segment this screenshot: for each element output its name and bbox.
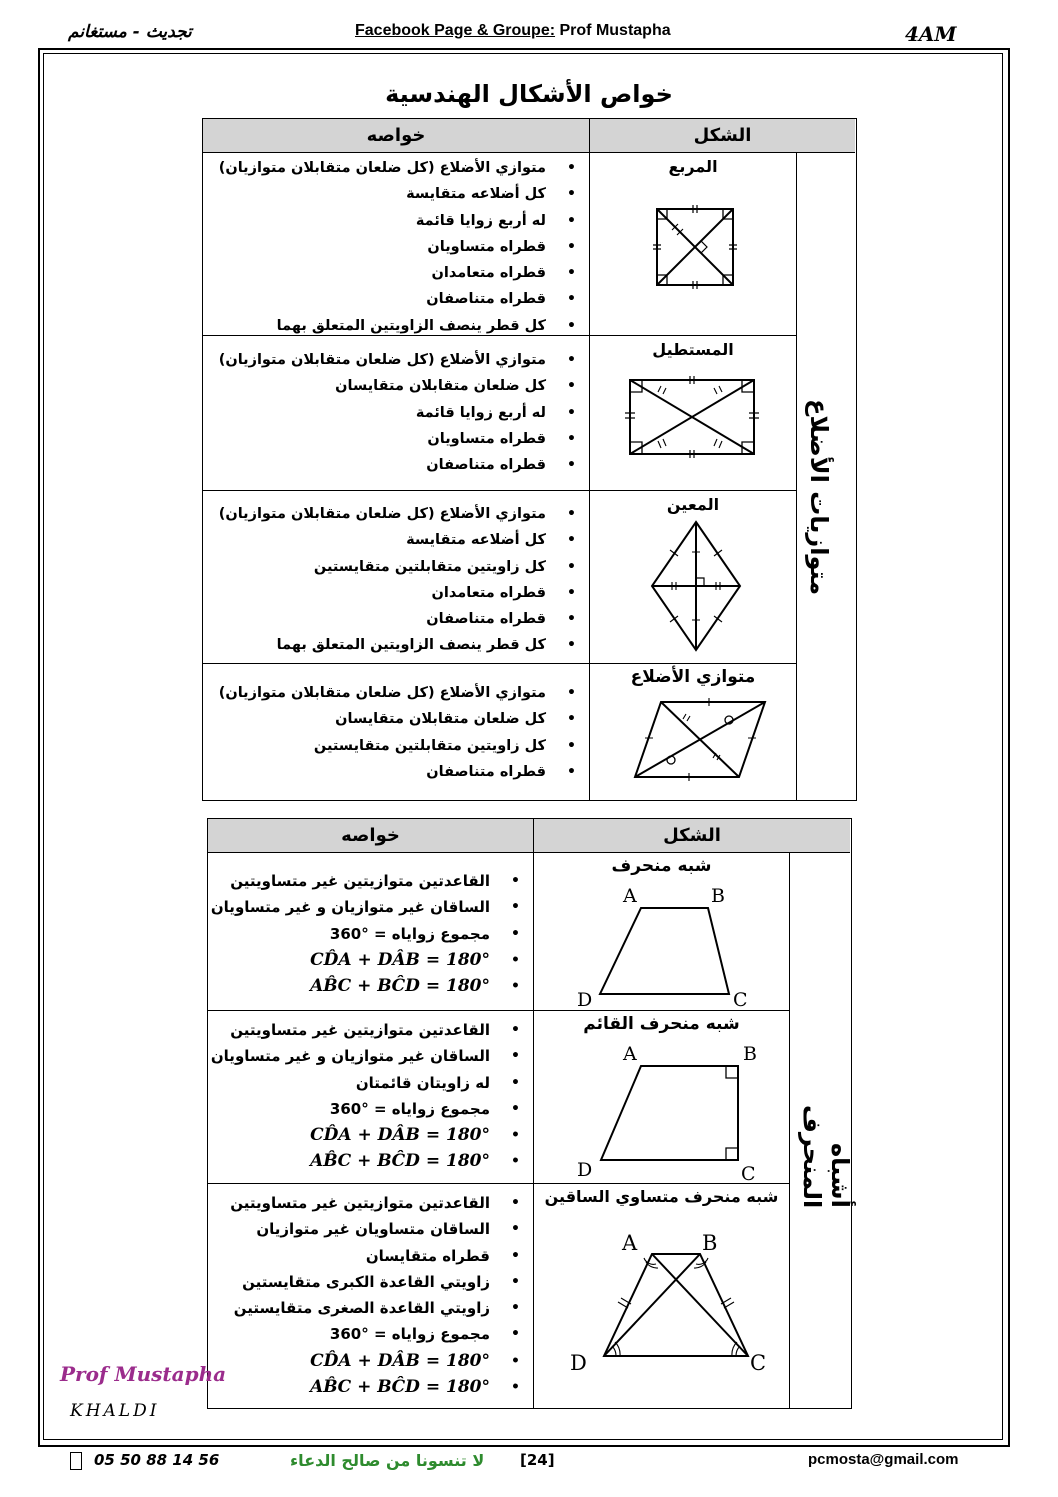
list-item: • مجموع زواياه = °360: [211, 1096, 490, 1122]
list-item: • له أربع زوايا قائمة: [219, 208, 546, 234]
isosceles-trapezoid-properties-list: [230, 1190, 490, 1400]
list-item: • القاعدتين متوازيتين غير متساويتين: [211, 1017, 490, 1043]
shape-name-rhombus: المعين: [666, 495, 720, 514]
rectangle-properties-list: [219, 347, 546, 478]
vertex-label-b: B: [743, 1043, 757, 1065]
list-item: • الساقان غير متوازيان و غير متساويان: [211, 894, 490, 920]
shape-name-parallelogram: متوازي الأضلاع: [630, 667, 756, 687]
list-item: • القاعدتين متوازيتين غير متساويتين: [230, 1190, 490, 1216]
signature-name: Prof Mustapha: [60, 1362, 227, 1386]
page-title: خواص الأشكال الهندسية: [385, 80, 673, 108]
footer-email: pcmosta@gmail.com: [808, 1451, 959, 1468]
list-item: • قطراه متساويان: [219, 234, 546, 260]
list-item: • مجموع زواياه = °360: [211, 921, 490, 947]
phone-icon: [70, 1452, 82, 1470]
footer-phone: 05 50 88 14 56: [94, 1451, 220, 1469]
list-item: • كل قطر ينصف الزاويتين المتعلق بهما: [219, 632, 546, 658]
list-item: • AB̂C + BĈD = 180°: [211, 973, 490, 999]
list-item: • قطراه متناصفان: [219, 286, 546, 312]
shape-name-trapezoid: شبه منحرف: [611, 856, 712, 876]
list-item: • متوازي الأضلاع (كل ضلعان متقابلان متوازيان): [219, 155, 546, 181]
list-item: • قطراه متناصفان: [219, 606, 546, 632]
vertex-label-a: A: [623, 1043, 637, 1065]
table1-group-label: متوازيات الأضلاع: [805, 398, 833, 595]
rectangle-figure: [628, 378, 756, 456]
list-item: • كل زاويتين متقابلتين متقايستين: [219, 554, 546, 580]
parallelogram-properties-list: [219, 680, 546, 785]
vertex-label-c: C: [741, 1163, 756, 1185]
list-item: • زاويتي القاعدة الكبرى متقايستين: [230, 1269, 490, 1295]
table2-header-props: خواصه: [208, 819, 533, 853]
vertex-label-d: D: [577, 989, 593, 1011]
signature-surname: KHALDI: [70, 1401, 160, 1421]
footer-dua: لا تنسونا من صالح الدعاء: [290, 1451, 485, 1470]
shape-name-square: المربع: [668, 157, 718, 176]
shape-name-right-trapezoid: شبه منحرف القائم: [583, 1014, 740, 1034]
list-item: • قطراه متناصفان: [219, 759, 546, 785]
list-item: • قطراه متعامدان: [219, 260, 546, 286]
header-level-label: 4AM: [905, 22, 957, 46]
list-item: • متوازي الأضلاع (كل ضلعان متقابلان متوازيان): [219, 680, 546, 706]
isosceles-trapezoid-figure: [570, 1228, 775, 1378]
list-item: • الساقان متساويان غير متوازيان: [230, 1216, 490, 1242]
list-item: • قطراه متناصفان: [219, 452, 546, 478]
list-item: • زاويتي القاعدة الصغرى متقايستين: [230, 1295, 490, 1321]
vertex-label-b: B: [711, 885, 725, 907]
page-number: [24]: [520, 1451, 555, 1469]
vertex-label-a: A: [623, 885, 637, 907]
list-item: • له زاويتان قائمتان: [211, 1070, 490, 1096]
list-item: • قطراه متقايسان: [230, 1243, 490, 1269]
header-left-text: تجديث - مستغانم: [68, 22, 192, 42]
list-item: • كل أضلاعه متقايسة: [219, 181, 546, 207]
list-item: • كل ضلعان متقابلان متقايسان: [219, 373, 546, 399]
list-item: • متوازي الأضلاع (كل ضلعان متقابلان متوازيان): [219, 501, 546, 527]
list-item: • مجموع زواياه = °360: [230, 1321, 490, 1347]
header-facebook-label: Facebook Page & Groupe:: [355, 22, 556, 39]
vertex-label-b: B: [702, 1231, 718, 1255]
list-item: • CD̂A + DÂB = 180°: [230, 1348, 490, 1374]
vertex-label-d: D: [570, 1351, 587, 1375]
shape-name-isosceles-trapezoid: شبه منحرف متساوي الساقين: [544, 1187, 779, 1206]
table1-header-props: خواصه: [203, 119, 589, 153]
list-item: • CD̂A + DÂB = 180°: [211, 1122, 490, 1148]
list-item: • متوازي الأضلاع (كل ضلعان متقابلان متوازيان): [219, 347, 546, 373]
vertex-label-c: C: [733, 989, 748, 1011]
square-properties-list: [219, 155, 546, 339]
table1-header-shape: الشكل: [590, 119, 855, 153]
list-item: • كل زاويتين متقابلتين متقايستين: [219, 733, 546, 759]
list-item: • له أربع زوايا قائمة: [219, 400, 546, 426]
table2-header-shape: الشكل: [534, 819, 850, 853]
vertex-label-a: A: [622, 1231, 638, 1255]
list-item: • AB̂C + BĈD = 180°: [230, 1374, 490, 1400]
list-item: • كل أضلاعه متقايسة: [219, 527, 546, 553]
parallelogram-figure: [633, 700, 767, 780]
list-item: • CD̂A + DÂB = 180°: [211, 947, 490, 973]
trapezoid-figure: [575, 880, 755, 1010]
list-item: • قطراه متساويان: [219, 426, 546, 452]
list-item: • كل قطر ينصف الزاويتين المتعلق بهما: [219, 313, 546, 339]
vertex-label-d: D: [577, 1159, 593, 1181]
rhombus-figure: [650, 520, 742, 652]
table2-group-label: أشباه المنحرف: [798, 1104, 854, 1208]
vertex-label-c: C: [750, 1351, 767, 1375]
trapezoid-properties-list: [211, 868, 490, 999]
square-figure: [655, 207, 735, 287]
list-item: • AB̂C + BĈD = 180°: [211, 1148, 490, 1174]
list-item: • القاعدتين متوازيتين غير متساويتين: [211, 868, 490, 894]
shape-name-rectangle: المستطيل: [652, 340, 734, 359]
header-author-name: Prof Mustapha: [555, 22, 671, 39]
list-item: • الساقان غير متوازيان و غير متساويان: [211, 1043, 490, 1069]
right-trapezoid-figure: [575, 1040, 770, 1185]
list-item: • قطراه متعامدان: [219, 580, 546, 606]
right-trapezoid-properties-list: [211, 1017, 490, 1175]
rhombus-properties-list: [219, 501, 546, 659]
list-item: • كل ضلعان متقابلان متقايسان: [219, 706, 546, 732]
